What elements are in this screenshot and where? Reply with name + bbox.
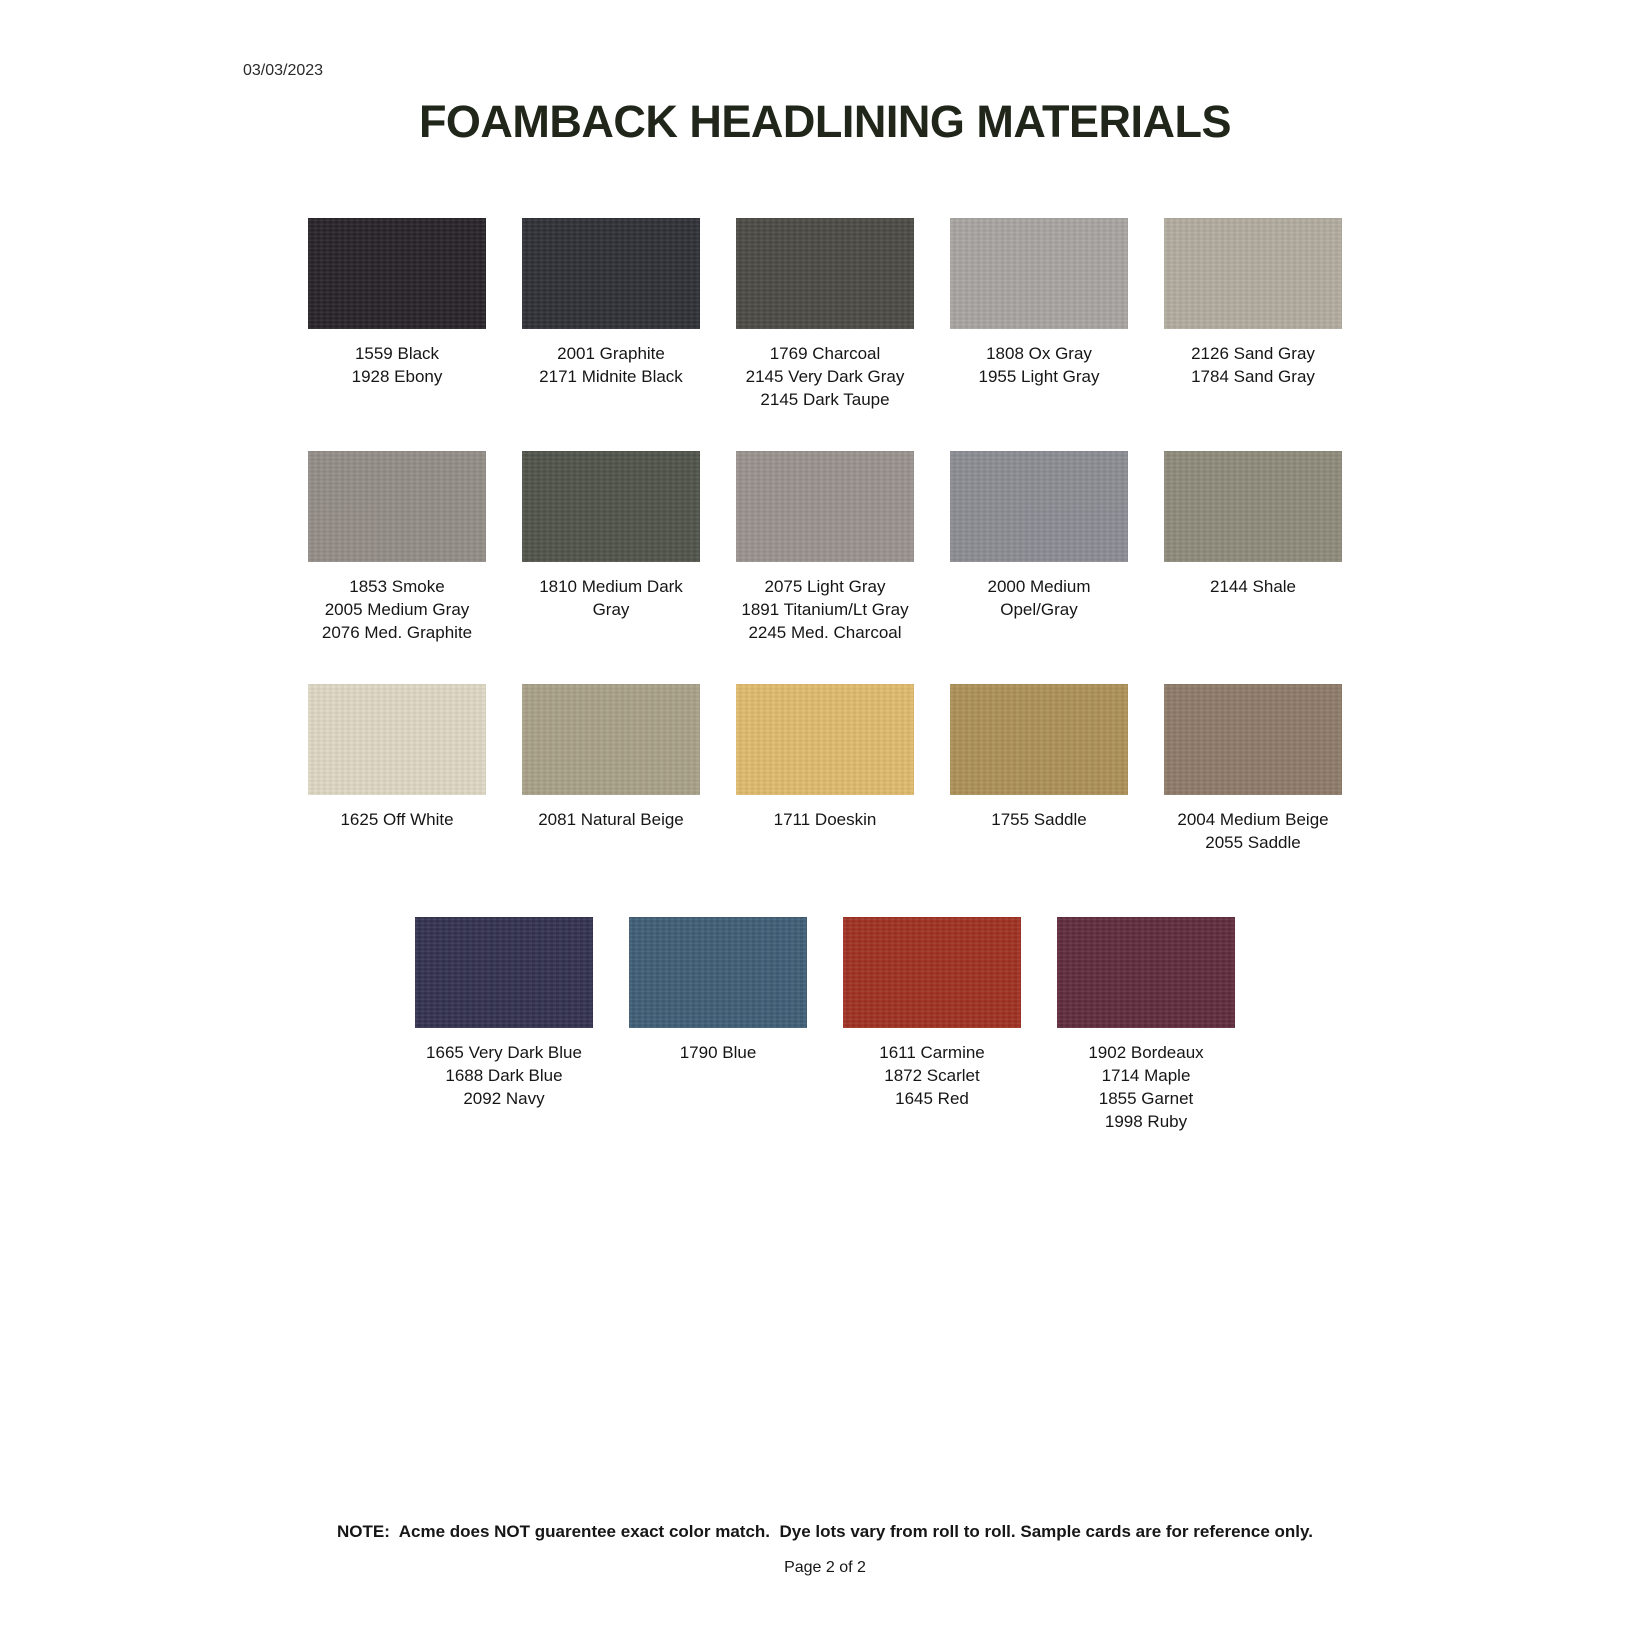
- swatch-label: 1625 Off White: [340, 810, 454, 829]
- fabric-swatch: [415, 917, 593, 1028]
- swatch-label: 1853 Smoke 2005 Medium Gray 2076 Med. Graphite: [321, 577, 473, 642]
- fabric-swatch: [950, 218, 1128, 329]
- page-title: FOAMBACK HEADLINING MATERIALS: [418, 96, 1232, 147]
- swatch-cell: [950, 218, 1128, 388]
- swatch-cell: [308, 218, 486, 388]
- swatch-cell: [1164, 218, 1342, 388]
- fabric-swatch: [308, 684, 486, 795]
- color-match-note: NOTE: Acme does NOT guarentee exact color match. Dye lots vary from roll to roll. Sample cards are for reference only.: [337, 1522, 1313, 1541]
- swatch-row: [0, 917, 1650, 1150]
- swatch-cell: [308, 684, 486, 831]
- swatch-label: 1665 Very Dark Blue 1688 Dark Blue 2092 Navy: [426, 1043, 582, 1108]
- swatch-cell: [843, 917, 1021, 1110]
- fabric-swatch: [629, 917, 807, 1028]
- document-date: 03/03/2023: [243, 62, 324, 79]
- swatch-label: 2001 Graphite 2171 Midnite Black: [539, 344, 683, 386]
- swatch-label: 2004 Medium Beige 2055 Saddle: [1177, 810, 1329, 852]
- fabric-swatch: [1164, 218, 1342, 329]
- swatch-label: 1611 Carmine 1872 Scarlet 1645 Red: [879, 1043, 985, 1108]
- fabric-swatch: [736, 451, 914, 562]
- swatch-row: [0, 684, 1650, 917]
- fabric-swatch: [950, 684, 1128, 795]
- fabric-swatch: [522, 218, 700, 329]
- fabric-swatch: [308, 218, 486, 329]
- swatch-cell: [1164, 684, 1342, 854]
- fabric-swatch: [1164, 684, 1342, 795]
- swatch-label: 1902 Bordeaux 1714 Maple 1855 Garnet 1998 Ruby: [1088, 1043, 1204, 1131]
- fabric-swatch: [522, 451, 700, 562]
- fabric-swatch: [522, 684, 700, 795]
- swatch-row: [0, 218, 1650, 451]
- swatch-cell: [736, 218, 914, 411]
- swatch-label: 1711 Doeskin: [773, 810, 877, 829]
- swatch-cell: [736, 684, 914, 831]
- swatch-cell: [522, 218, 700, 388]
- page-number: Page 2 of 2: [784, 1559, 866, 1576]
- swatch-label: 2000 Medium Opel/Gray: [987, 577, 1091, 619]
- swatch-cell: [629, 917, 807, 1064]
- fabric-swatch: [736, 218, 914, 329]
- swatch-cell: [1164, 451, 1342, 598]
- swatch-label: 2144 Shale: [1209, 577, 1297, 596]
- swatch-label: 1810 Medium Dark Gray: [539, 577, 683, 619]
- swatch-label: 1808 Ox Gray 1955 Light Gray: [978, 344, 1100, 386]
- swatch-cell: [950, 684, 1128, 831]
- fabric-swatch: [1057, 917, 1235, 1028]
- swatch-cell: [308, 451, 486, 644]
- swatch-label: 2081 Natural Beige: [538, 810, 684, 829]
- swatch-cell: [522, 451, 700, 621]
- swatch-grid: [0, 218, 1650, 1150]
- swatch-cell: [736, 451, 914, 644]
- fabric-swatch: [1164, 451, 1342, 562]
- swatch-cell: [950, 451, 1128, 621]
- swatch-label: 1559 Black 1928 Ebony: [351, 344, 443, 386]
- swatch-label: 1790 Blue: [679, 1043, 757, 1062]
- swatch-cell: [522, 684, 700, 831]
- swatch-row: [0, 451, 1650, 684]
- swatch-cell: [1057, 917, 1235, 1133]
- swatch-label: 1755 Saddle: [991, 810, 1087, 829]
- fabric-swatch: [736, 684, 914, 795]
- fabric-swatch: [308, 451, 486, 562]
- swatch-label: 2126 Sand Gray 1784 Sand Gray: [1191, 344, 1315, 386]
- swatch-cell: [415, 917, 593, 1110]
- fabric-swatch: [843, 917, 1021, 1028]
- swatch-label: 1769 Charcoal 2145 Very Dark Gray 2145 Dark Taupe: [745, 344, 905, 409]
- swatch-label: 2075 Light Gray 1891 Titanium/Lt Gray 2245 Med. Charcoal: [741, 577, 909, 642]
- fabric-swatch: [950, 451, 1128, 562]
